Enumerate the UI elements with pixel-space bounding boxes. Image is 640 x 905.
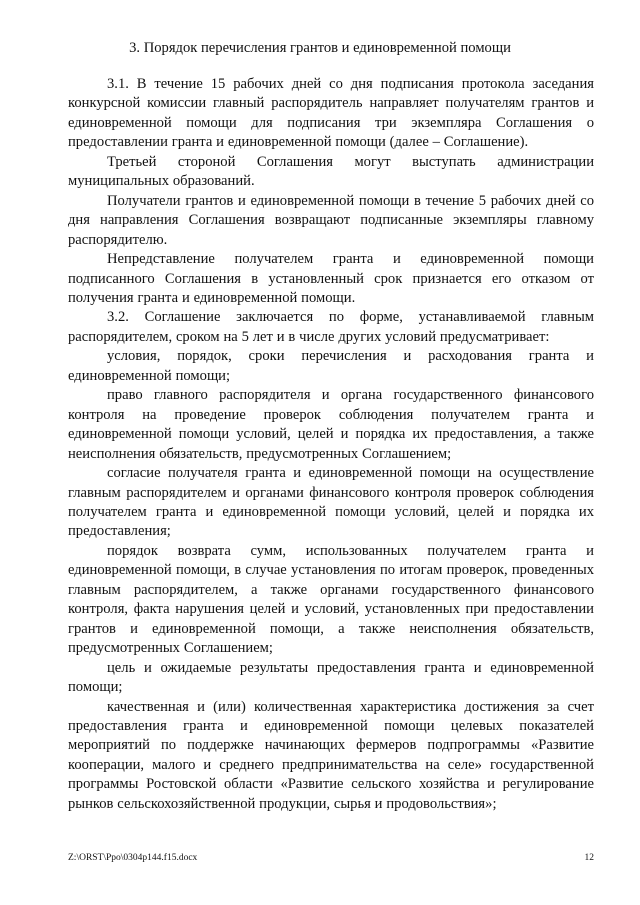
page-footer [68, 852, 594, 866]
paragraph: согласие получателя гранта и единовременной помощи на осуществление главным распорядителем и органами финансового контроля проверок соблюдения получателем гранта и единовременной помощи условий, целей и порядка их предоставления; [68, 465, 594, 540]
paragraph: 3.2. Соглашение заключается по форме, устанавливаемой главным распорядителем, сроком на 5 лет и в числе других условий предусматривает: [68, 309, 594, 345]
paragraph: 3.1. В течение 15 рабочих дней со дня подписания протокола заседания конкурсной комиссии главный распорядитель направляет получателям грантов и единовременной помощи для подписания три экземпляра Соглашения о предоставлении гранта и единовременной помощи (далее – Соглашение). [68, 76, 594, 151]
paragraph: условия, порядок, сроки перечисления и расходования гранта и единовременной помощи; [68, 348, 594, 384]
document-body [68, 75, 594, 814]
section-title: 3. Порядок перечисления грантов и единовременной помощи [129, 40, 511, 56]
page-number: 12 [584, 853, 594, 863]
paragraph: качественная и (или) количественная характеристика достижения за счет предоставления гранта и единовременной помощи целевых показателей мероприятий по поддержке начинающих фермеров подпрограммы «Развитие кооперации, малого и среднего предпринимательства на селе» государственной программы Ростовской области «Развитие сельского хозяйства и регулирование рынков сельскохозяйственной продукции, сырья и продовольствия»; [68, 698, 594, 812]
paragraph: Непредставление получателем гранта и единовременной помощи подписанного Соглашения в установленный срок признается его отказом от получения гранта и единовременной помощи. [68, 251, 594, 306]
paragraph: право главного распорядителя и органа государственного финансового контроля на проведение проверок соблюдения получателем гранта и единовременной помощи условий, целей и порядка их предоставления, а также неисполнения обязательств, предусмотренных Соглашением; [68, 387, 594, 462]
footer-file-path: Z:\ORST\Ppo\0304p144.f15.docx [68, 853, 198, 863]
paragraph: порядок возврата сумм, использованных получателем гранта и единовременной помощи, в случае установления по итогам проверок, проведенных главным распорядителем, а также органами государственного финансового контроля, факта нарушения целей и условий, установленных при предоставлении грантов и единовременной помощи, а также неисполнения обязательств, предусмотренных Соглашением; [68, 542, 594, 657]
paragraph: Третьей стороной Соглашения могут выступать администрации муниципальных образований. [68, 153, 594, 190]
paragraph: цель и ожидаемые результаты предоставления гранта и единовременной помощи; [68, 659, 594, 696]
paragraph: Получатели грантов и единовременной помощи в течение 5 рабочих дней со дня направления Соглашения возвращают подписанные экземпляры главному распорядителю. [68, 192, 594, 248]
